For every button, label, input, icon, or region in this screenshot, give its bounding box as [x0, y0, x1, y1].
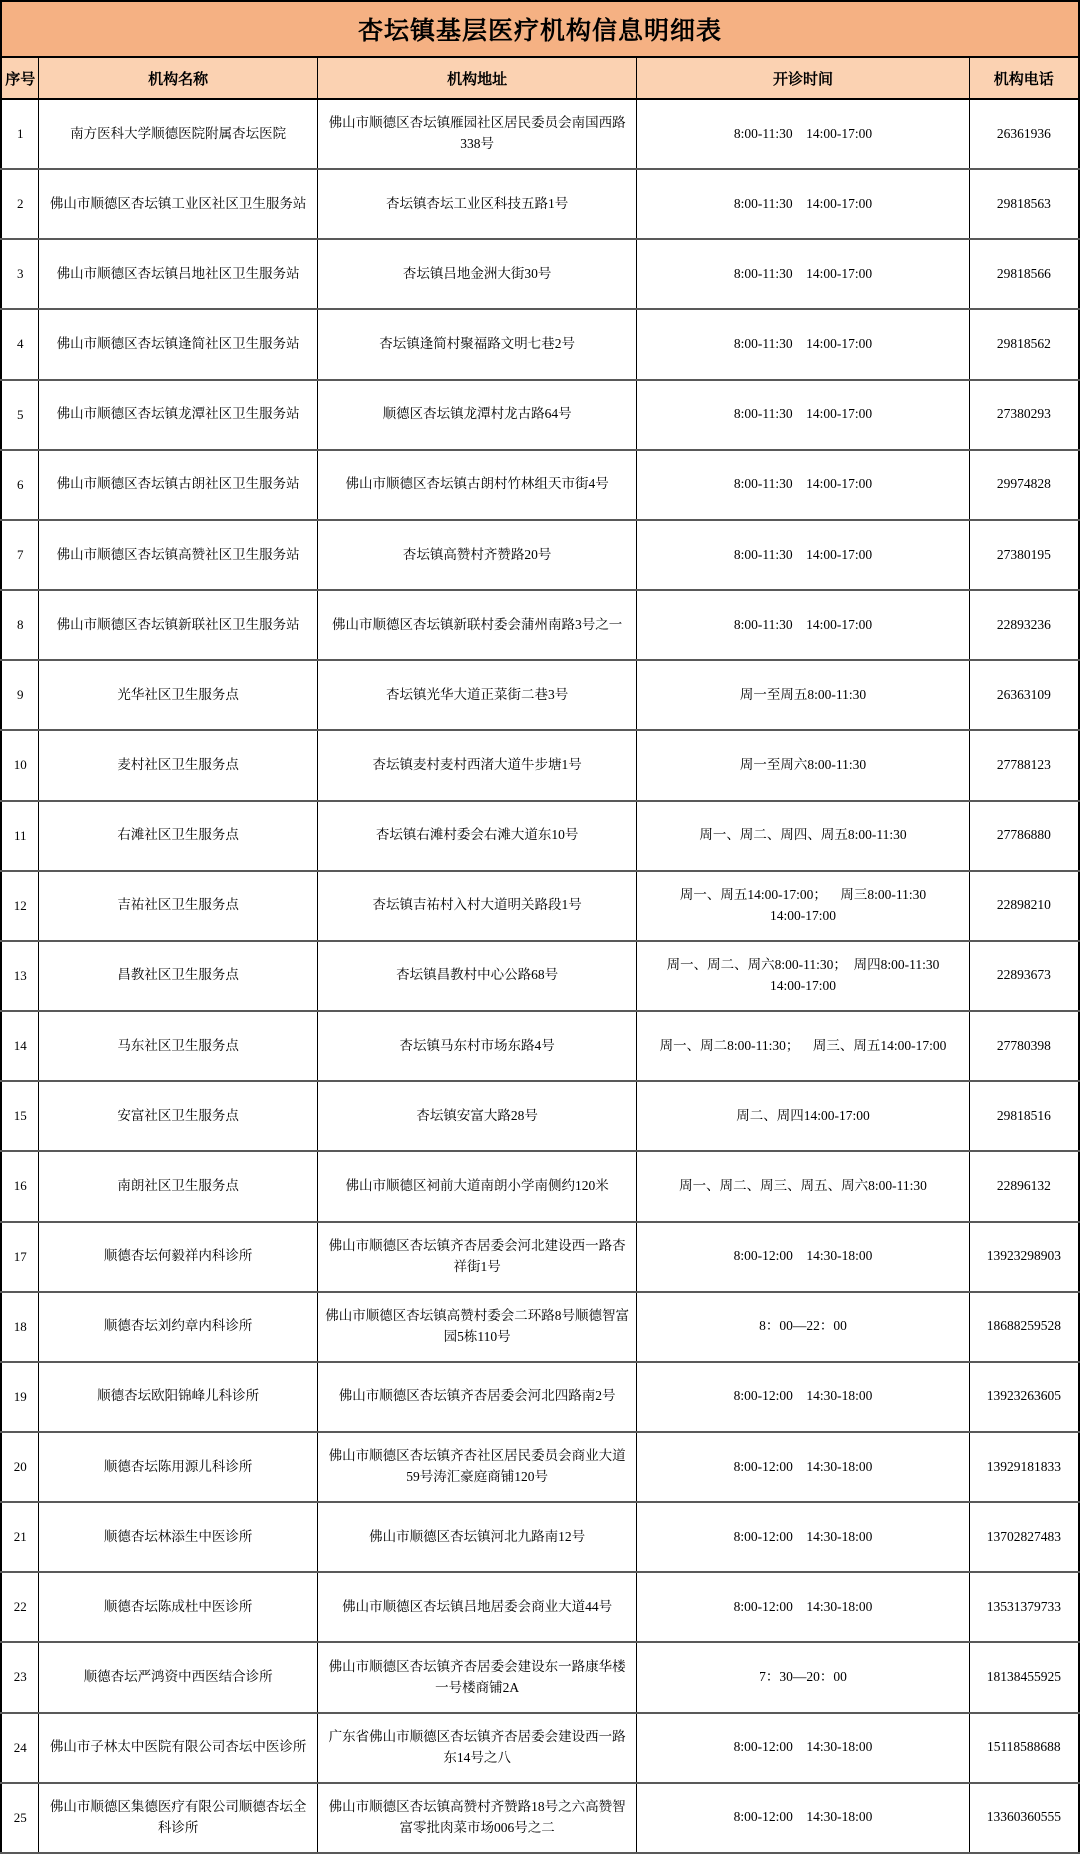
phone-number: 13923298903	[969, 1222, 1079, 1292]
phone-number: 13360360555	[969, 1783, 1079, 1853]
institution-name: 光华社区卫生服务点	[39, 660, 317, 730]
institution-name: 顺德杏坛陈成杜中医诊所	[39, 1572, 317, 1642]
opening-hours: 8:00-11:30 14:00-17:00	[637, 309, 969, 379]
institution-name: 顺德杏坛林添生中医诊所	[39, 1502, 317, 1572]
row-number: 20	[1, 1432, 39, 1502]
opening-hours: 周一至周六8:00-11:30	[637, 730, 969, 800]
opening-hours: 周一、周二8:00-11:30； 周三、周五14:00-17:00	[637, 1011, 969, 1081]
row-number: 22	[1, 1572, 39, 1642]
institution-name: 佛山市顺德区杏坛镇龙潭社区卫生服务站	[39, 380, 317, 450]
phone-number: 27380195	[969, 520, 1079, 590]
institution-name: 佛山市顺德区杏坛镇吕地社区卫生服务站	[39, 239, 317, 309]
institution-address: 杏坛镇右滩村委会右滩大道东10号	[317, 801, 636, 871]
opening-hours: 8:00-11:30 14:00-17:00	[637, 450, 969, 520]
table-row	[1, 169, 1079, 239]
opening-hours: 周一、周五14:00-17:00； 周三8:00-11:30 14:00-17:00	[637, 871, 969, 941]
table-row	[1, 1572, 1079, 1642]
institution-address: 佛山市顺德区杏坛镇古朗村竹林组天市街4号	[317, 450, 636, 520]
institution-name: 顺德杏坛陈用源儿科诊所	[39, 1432, 317, 1502]
opening-hours: 7：30—20：00	[637, 1642, 969, 1712]
row-number: 6	[1, 450, 39, 520]
opening-hours: 8:00-12:00 14:30-18:00	[637, 1362, 969, 1432]
phone-number: 29818516	[969, 1081, 1079, 1151]
phone-number: 29818562	[969, 309, 1079, 379]
row-number: 14	[1, 1011, 39, 1081]
institution-address: 佛山市顺德区杏坛镇雁园社区居民委员会南国西路338号	[317, 99, 636, 169]
opening-hours: 8:00-11:30 14:00-17:00	[637, 380, 969, 450]
table-row	[1, 941, 1079, 1011]
opening-hours: 8:00-12:00 14:30-18:00	[637, 1432, 969, 1502]
phone-number: 13531379733	[969, 1572, 1079, 1642]
opening-hours: 周一、周二、周六8:00-11:30； 周四8:00-11:30 14:00-17:00	[637, 941, 969, 1011]
opening-hours: 周一、周二、周四、周五8:00-11:30	[637, 801, 969, 871]
row-number: 24	[1, 1713, 39, 1783]
column-header-phone: 机构电话	[969, 57, 1079, 99]
table-row	[1, 1713, 1079, 1783]
institution-address: 佛山市顺德区杏坛镇高赞村委会二环路8号顺德智富园5栋110号	[317, 1292, 636, 1362]
institution-address: 佛山市顺德区杏坛镇高赞村齐赞路18号之六高赞智富零批肉菜市场006号之二	[317, 1783, 636, 1853]
table-row	[1, 1783, 1079, 1853]
table-body	[1, 99, 1079, 1853]
row-number: 23	[1, 1642, 39, 1712]
institution-address: 杏坛镇昌教村中心公路68号	[317, 941, 636, 1011]
phone-number: 22893673	[969, 941, 1079, 1011]
institution-address: 杏坛镇杏坛工业区科技五路1号	[317, 169, 636, 239]
opening-hours: 周一、周二、周三、周五、周六8:00-11:30	[637, 1151, 969, 1221]
institution-address: 杏坛镇光华大道正菜街二巷3号	[317, 660, 636, 730]
row-number: 16	[1, 1151, 39, 1221]
institution-name: 顺德杏坛刘约章内科诊所	[39, 1292, 317, 1362]
institution-address: 杏坛镇安富大路28号	[317, 1081, 636, 1151]
phone-number: 29818563	[969, 169, 1079, 239]
table-row	[1, 1081, 1079, 1151]
institution-address: 佛山市顺德区杏坛镇新联村委会蒲州南路3号之一	[317, 590, 636, 660]
institution-name: 顺德杏坛何毅祥内科诊所	[39, 1222, 317, 1292]
phone-number: 22893236	[969, 590, 1079, 660]
opening-hours: 8:00-12:00 14:30-18:00	[637, 1502, 969, 1572]
institution-name: 佛山市顺德区杏坛镇高赞社区卫生服务站	[39, 520, 317, 590]
row-number: 19	[1, 1362, 39, 1432]
table-row	[1, 1151, 1079, 1221]
row-number: 25	[1, 1783, 39, 1853]
table-row	[1, 1502, 1079, 1572]
title-row	[1, 1, 1079, 57]
phone-number: 22898210	[969, 871, 1079, 941]
institution-address: 佛山市顺德区杏坛镇齐杏居委会河北四路南2号	[317, 1362, 636, 1432]
phone-number: 22896132	[969, 1151, 1079, 1221]
row-number: 10	[1, 730, 39, 800]
phone-number: 29974828	[969, 450, 1079, 520]
table-row	[1, 450, 1079, 520]
institution-name: 佛山市顺德区杏坛镇工业区社区卫生服务站	[39, 169, 317, 239]
phone-number: 26361936	[969, 99, 1079, 169]
phone-number: 27780398	[969, 1011, 1079, 1081]
opening-hours: 8：00—22：00	[637, 1292, 969, 1362]
phone-number: 27786880	[969, 801, 1079, 871]
phone-number: 29818566	[969, 239, 1079, 309]
opening-hours: 8:00-12:00 14:30-18:00	[637, 1713, 969, 1783]
row-number: 11	[1, 801, 39, 871]
institution-address: 佛山市顺德区杏坛镇河北九路南12号	[317, 1502, 636, 1572]
page-title: 杏坛镇基层医疗机构信息明细表	[1, 1, 1079, 57]
phone-number: 27788123	[969, 730, 1079, 800]
institution-address: 佛山市顺德区祠前大道南朗小学南侧约120米	[317, 1151, 636, 1221]
opening-hours: 8:00-11:30 14:00-17:00	[637, 169, 969, 239]
opening-hours: 8:00-11:30 14:00-17:00	[637, 520, 969, 590]
institution-address: 杏坛镇麦村麦村西渚大道牛步塘1号	[317, 730, 636, 800]
table-row	[1, 99, 1079, 169]
institution-address: 顺德区杏坛镇龙潭村龙古路64号	[317, 380, 636, 450]
phone-number: 13929181833	[969, 1432, 1079, 1502]
table-row	[1, 590, 1079, 660]
institution-address: 广东省佛山市顺德区杏坛镇齐杏居委会建设西一路东14号之八	[317, 1713, 636, 1783]
institution-address: 佛山市顺德区杏坛镇齐杏居委会河北建设西一路杏祥街1号	[317, 1222, 636, 1292]
table-row	[1, 309, 1079, 379]
table-row	[1, 1292, 1079, 1362]
institution-name: 吉祐社区卫生服务点	[39, 871, 317, 941]
table-row	[1, 520, 1079, 590]
institution-address: 杏坛镇逢简村聚福路文明七巷2号	[317, 309, 636, 379]
column-header-name: 机构名称	[39, 57, 317, 99]
institution-address: 佛山市顺德区杏坛镇齐杏社区居民委员会商业大道59号涛汇豪庭商铺120号	[317, 1432, 636, 1502]
table-row	[1, 1011, 1079, 1081]
table-row	[1, 730, 1079, 800]
institution-address: 杏坛镇马东村市场东路4号	[317, 1011, 636, 1081]
opening-hours: 周一至周五8:00-11:30	[637, 660, 969, 730]
row-number: 1	[1, 99, 39, 169]
institution-address: 杏坛镇吕地金洲大街30号	[317, 239, 636, 309]
opening-hours: 8:00-12:00 14:30-18:00	[637, 1572, 969, 1642]
row-number: 8	[1, 590, 39, 660]
institution-name: 南方医科大学顺德医院附属杏坛医院	[39, 99, 317, 169]
row-number: 17	[1, 1222, 39, 1292]
row-number: 5	[1, 380, 39, 450]
opening-hours: 周二、周四14:00-17:00	[637, 1081, 969, 1151]
institution-name: 右滩社区卫生服务点	[39, 801, 317, 871]
institution-name: 顺德杏坛严鸿资中西医结合诊所	[39, 1642, 317, 1712]
table-row	[1, 871, 1079, 941]
institution-name: 佛山市顺德区杏坛镇新联社区卫生服务站	[39, 590, 317, 660]
opening-hours: 8:00-11:30 14:00-17:00	[637, 99, 969, 169]
phone-number: 13702827483	[969, 1502, 1079, 1572]
table-row	[1, 660, 1079, 730]
institution-name: 佛山市顺德区集德医疗有限公司顺德杏坛全科诊所	[39, 1783, 317, 1853]
row-number: 2	[1, 169, 39, 239]
phone-number: 18688259528	[969, 1292, 1079, 1362]
table-row	[1, 239, 1079, 309]
row-number: 12	[1, 871, 39, 941]
row-number: 7	[1, 520, 39, 590]
row-number: 15	[1, 1081, 39, 1151]
institution-address: 佛山市顺德区杏坛镇吕地居委会商业大道44号	[317, 1572, 636, 1642]
table-row	[1, 1642, 1079, 1712]
phone-number: 15118588688	[969, 1713, 1079, 1783]
column-header-hours: 开诊时间	[637, 57, 969, 99]
institution-name: 马东社区卫生服务点	[39, 1011, 317, 1081]
row-number: 9	[1, 660, 39, 730]
institution-name: 安富社区卫生服务点	[39, 1081, 317, 1151]
phone-number: 13923263605	[969, 1362, 1079, 1432]
institution-name: 顺德杏坛欧阳锦峰儿科诊所	[39, 1362, 317, 1432]
institution-name: 麦村社区卫生服务点	[39, 730, 317, 800]
institution-name: 佛山市顺德区杏坛镇逢简社区卫生服务站	[39, 309, 317, 379]
institution-name: 佛山市子林太中医院有限公司杏坛中医诊所	[39, 1713, 317, 1783]
row-number: 3	[1, 239, 39, 309]
column-header-address: 机构地址	[317, 57, 636, 99]
column-header-row	[1, 57, 1079, 99]
institution-name: 佛山市顺德区杏坛镇古朗社区卫生服务站	[39, 450, 317, 520]
institution-address: 佛山市顺德区杏坛镇齐杏居委会建设东一路康华楼一号楼商铺2A	[317, 1642, 636, 1712]
institution-address: 杏坛镇吉祐村入村大道明关路段1号	[317, 871, 636, 941]
column-header-index: 序号	[1, 57, 39, 99]
table-row	[1, 801, 1079, 871]
phone-number: 27380293	[969, 380, 1079, 450]
row-number: 18	[1, 1292, 39, 1362]
phone-number: 18138455925	[969, 1642, 1079, 1712]
row-number: 13	[1, 941, 39, 1011]
phone-number: 26363109	[969, 660, 1079, 730]
institution-name: 南朗社区卫生服务点	[39, 1151, 317, 1221]
row-number: 4	[1, 309, 39, 379]
opening-hours: 8:00-12:00 14:30-18:00	[637, 1783, 969, 1853]
opening-hours: 8:00-11:30 14:00-17:00	[637, 590, 969, 660]
opening-hours: 8:00-11:30 14:00-17:00	[637, 239, 969, 309]
row-number: 21	[1, 1502, 39, 1572]
institution-address: 杏坛镇高赞村齐赞路20号	[317, 520, 636, 590]
table-row	[1, 1362, 1079, 1432]
table-row	[1, 1222, 1079, 1292]
institution-name: 昌教社区卫生服务点	[39, 941, 317, 1011]
table-row	[1, 380, 1079, 450]
table-row	[1, 1432, 1079, 1502]
opening-hours: 8:00-12:00 14:30-18:00	[637, 1222, 969, 1292]
